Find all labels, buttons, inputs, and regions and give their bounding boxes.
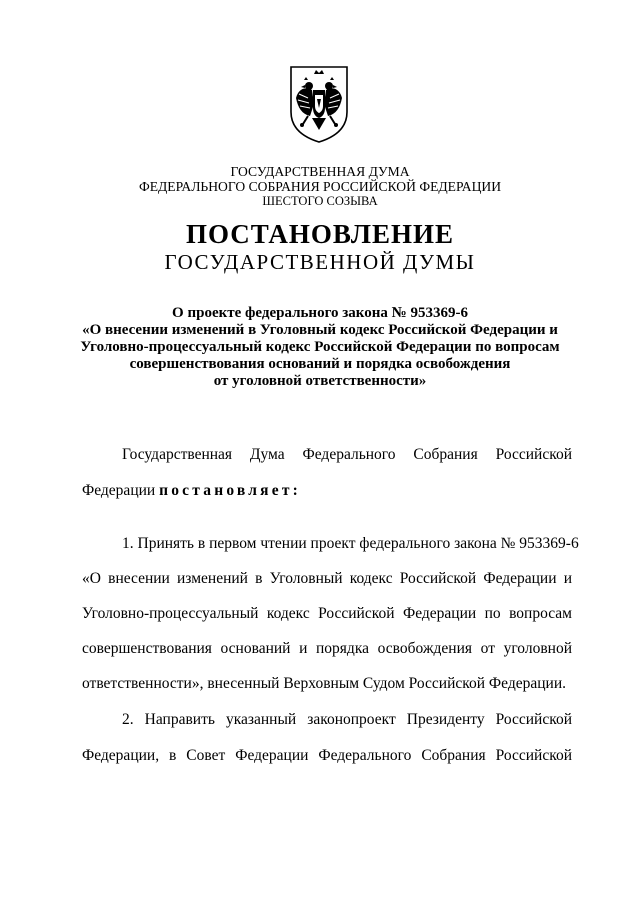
subject-line-4: совершенствования оснований и порядка освобождения bbox=[129, 356, 511, 372]
intro-line-1: Государственная Дума Федерального Собрания Российской bbox=[122, 446, 572, 463]
subject-line-3: Уголовно-процессуальный кодекс Российской Федерации по вопросам bbox=[80, 339, 560, 355]
russian-coat-of-arms-icon bbox=[288, 64, 350, 144]
subject-line-1: О проекте федерального закона № 953369-6 bbox=[172, 305, 468, 321]
item1-line-2: «О внесении изменений в Уголовный кодекс Российской Федерации и bbox=[82, 570, 572, 587]
org-line-1: ГОСУДАРСТВЕННАЯ ДУМА bbox=[230, 164, 410, 179]
org-line-3: ШЕСТОГО СОЗЫВА bbox=[262, 194, 378, 208]
item2-line-2: Федерации, в Совет Федерации Федерального Собрания Российской bbox=[82, 747, 572, 764]
document-title: ПОСТАНОВЛЕНИЕ bbox=[185, 219, 455, 249]
org-line-2: ФЕДЕРАЛЬНОГО СОБРАНИЯ РОССИЙСКОЙ ФЕДЕРАЦИИ bbox=[138, 179, 502, 194]
subject-line-2: «О внесении изменений в Уголовный кодекс Российской Федерации и bbox=[82, 322, 558, 338]
item1-line-5: ответственности», внесенный Верховным Судом Российской Федерации. bbox=[82, 675, 567, 692]
document-subtitle: ГОСУДАРСТВЕННОЙ ДУМЫ bbox=[164, 250, 476, 274]
item2-line-1: 2. Направить указанный законопроект Президенту Российской bbox=[122, 711, 572, 728]
item1-line-1: 1. Принять в первом чтении проект федерального закона № 953369-6 bbox=[122, 535, 579, 552]
intro-text: Федерации bbox=[82, 482, 160, 499]
item1-line-3: Уголовно-процессуальный кодекс Российской Федерации по вопросам bbox=[82, 605, 572, 622]
item1-line-4: совершенствования оснований и порядка освобождения от уголовной bbox=[82, 640, 572, 657]
subject-line-5: от уголовной ответственности» bbox=[213, 373, 427, 389]
intro-line-2 bbox=[82, 482, 572, 500]
resolves-word: постановляет: bbox=[159, 482, 301, 499]
